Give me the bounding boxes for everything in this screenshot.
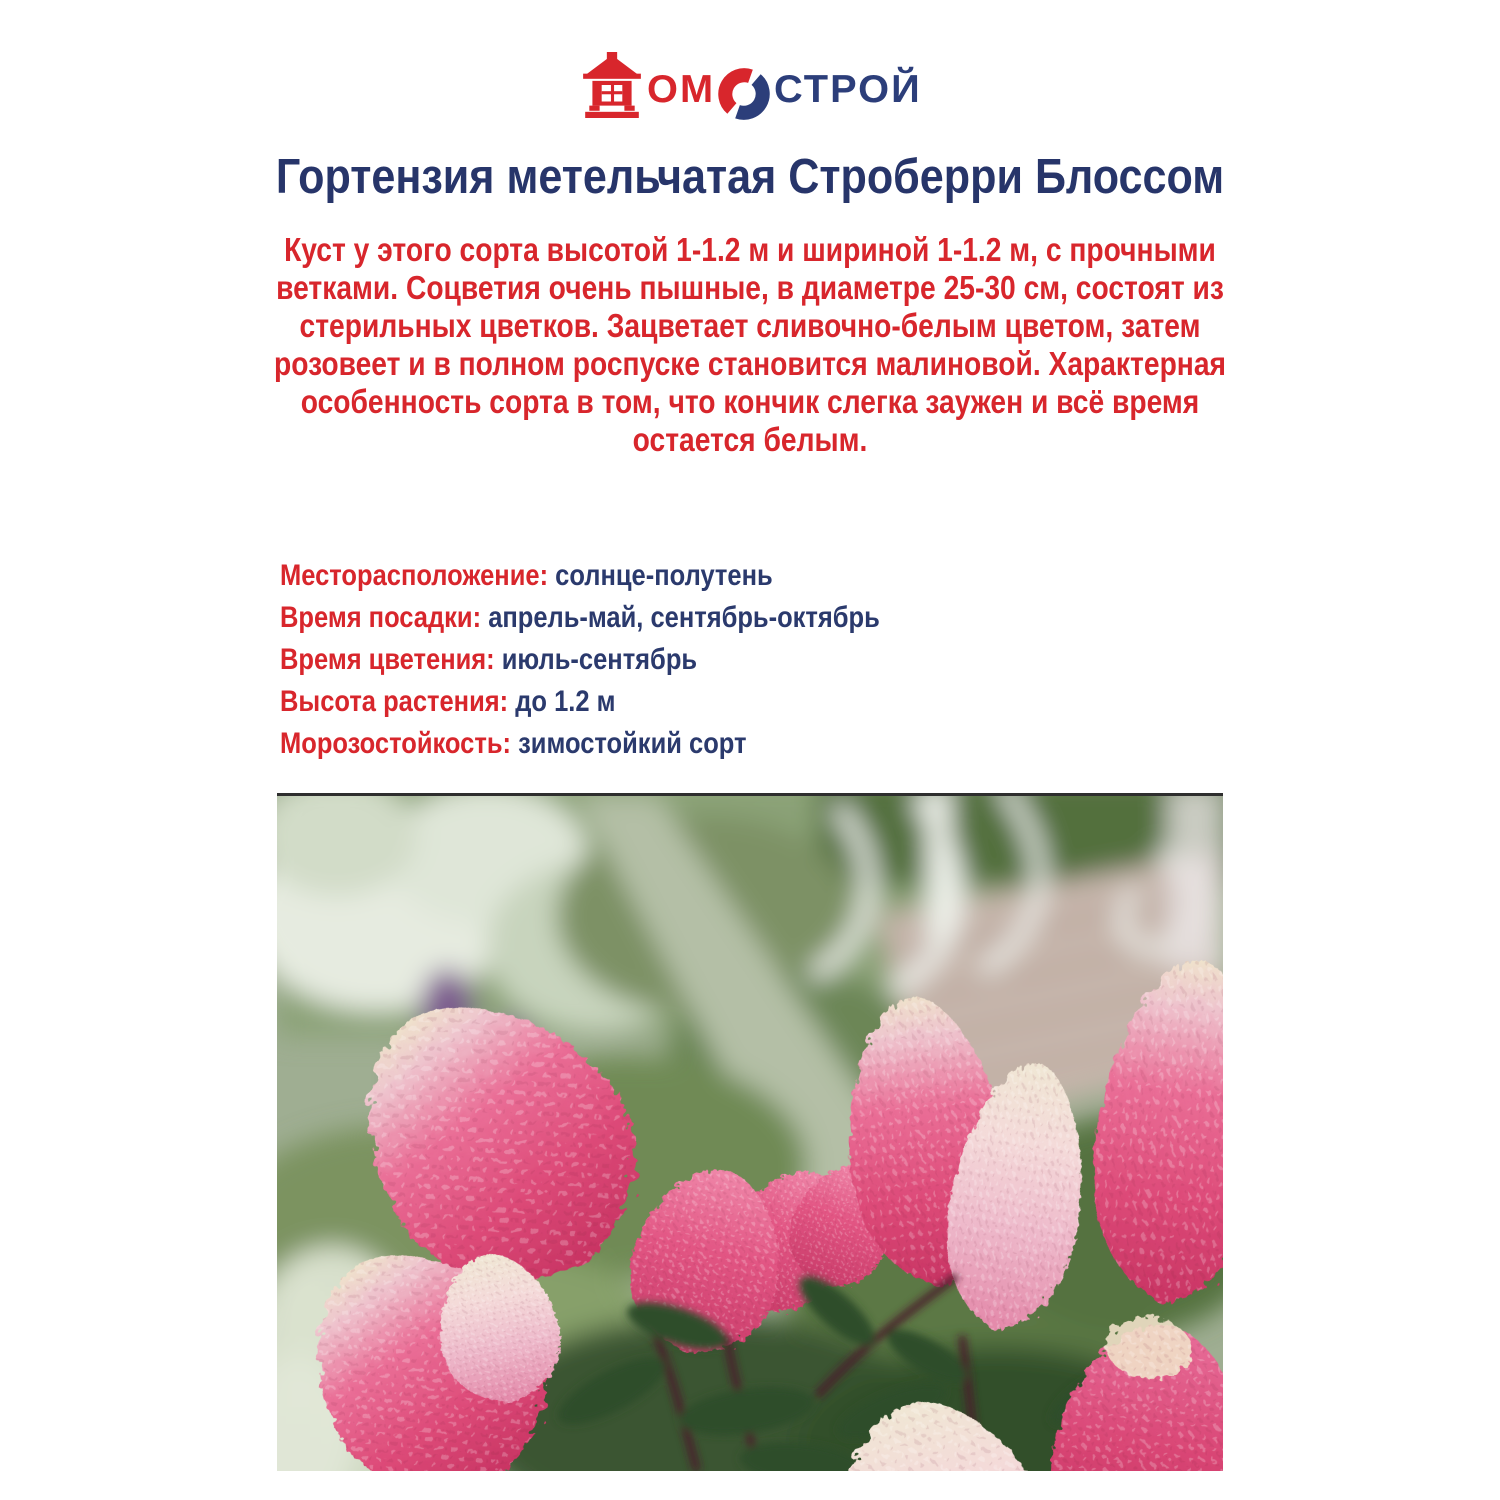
spec-label: Время цветения: bbox=[280, 643, 495, 676]
spec-value: солнце-полутень bbox=[555, 559, 773, 592]
spec-row-frost-resistance bbox=[280, 729, 880, 759]
plant-description: Куст у этого сорта высотой 1-1.2 м и шириной 1-1.2 м, с прочными ветками. Соцветия очень пышные, в диаметре 25-30 см, состоят из стерильных цветков. Зацветает сливочно-белым цветом, затем розовеет и в полном роспуске становится малиновой. Характерная особенность сорта в том, что кончик слегка заужен и всё время остается белым. bbox=[273, 231, 1227, 458]
spec-label: Высота растения: bbox=[280, 685, 509, 718]
spec-value: апрель-май, сентябрь-октябрь bbox=[488, 601, 880, 634]
spec-row-location bbox=[280, 561, 880, 591]
brand-logo bbox=[0, 44, 1500, 118]
spec-row-height bbox=[280, 687, 880, 717]
spec-label: Месторасположение: bbox=[280, 559, 549, 592]
logo-text-om: ОМ bbox=[647, 68, 716, 111]
spec-row-bloom-time bbox=[280, 645, 880, 675]
spec-label: Время посадки: bbox=[280, 601, 482, 634]
logo-ring-icon bbox=[717, 67, 771, 121]
spec-value: июль-сентябрь bbox=[501, 643, 698, 676]
spec-row-planting-time bbox=[280, 603, 880, 633]
hydrangea-photo bbox=[277, 793, 1223, 1471]
spec-value: до 1.2 м bbox=[515, 685, 616, 718]
spec-list bbox=[280, 561, 986, 771]
spec-label: Морозостойкость: bbox=[280, 727, 512, 760]
logo-text-stroy: СТРОЙ bbox=[773, 68, 922, 111]
spec-value: зимостойкий сорт bbox=[518, 727, 747, 760]
house-icon bbox=[581, 52, 643, 118]
page-title: Гортензия метельчатая Строберри Блоссом bbox=[275, 150, 1225, 204]
